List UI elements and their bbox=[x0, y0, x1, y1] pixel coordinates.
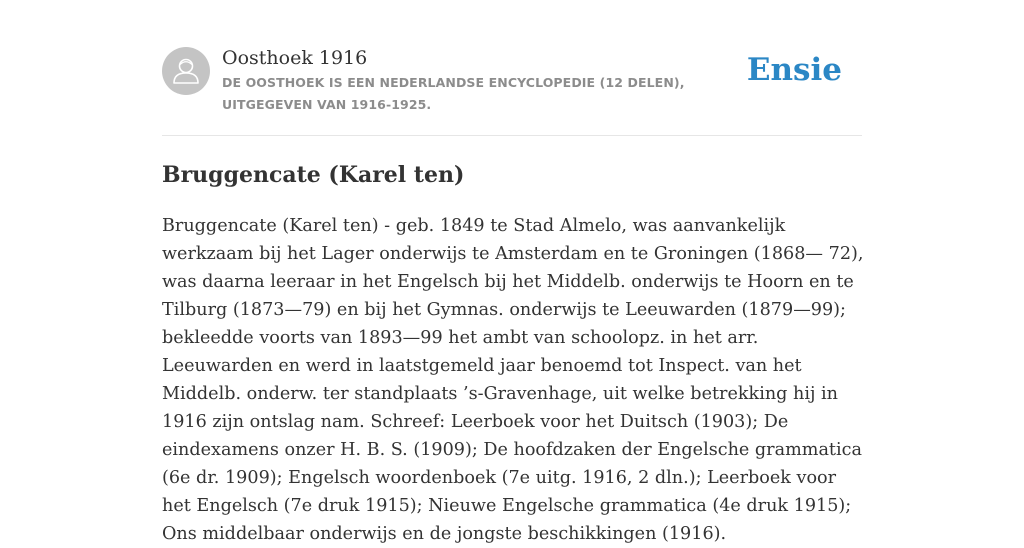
source-avatar[interactable] bbox=[162, 47, 210, 95]
user-icon bbox=[162, 47, 210, 95]
entry-body: Bruggencate (Karel ten) - geb. 1849 te Stad Almelo, was aanvankelijk werkzaam bij het Lager onderwijs te Amsterdam en te Groningen (1868— 72), was daarna leeraar in het Engelsch bij het Middelb. onderwijs te Hoorn en te Tilburg (1873—79) en bij het Gymnas. onderwijs te Leeuwarden (1879—99); bekleedde voorts van 1893—99 het ambt van schoolopz. in het arr. Leeuwarden en werd in laatstgemeld jaar benoemd tot Inspect. van het Middelb. onderw. ter standplaats ’s-Gravenhage, uit welke betrekking hij in 1916 zijn ontslag nam. Schreef: Leerboek voor het Duitsch (1903); De eindexamens onzer H. B. S. (1909); De hoofdzaken der Engelsche grammatica (6e dr. 1909); Engelsch woordenboek (7e uitg. 1916, 2 dln.); Leerboek voor het Engelsch (7e druk 1915); Nieuwe Engelsche grammatica (4e druk 1915); Ons middelbaar onderwijs en de jongste beschikkingen (1916). bbox=[162, 216, 864, 544]
entry-title: Bruggencate (Karel ten) bbox=[162, 162, 465, 188]
source-header bbox=[162, 46, 862, 136]
source-title[interactable]: Oosthoek 1916 bbox=[222, 47, 368, 69]
ensie-logo[interactable]: Ensie bbox=[746, 52, 842, 88]
source-description: DE OOSTHOEK IS EEN NEDERLANDSE ENCYCLOPEDIE (12 DELEN), UITGEGEVEN VAN 1916-1925. bbox=[222, 75, 685, 112]
